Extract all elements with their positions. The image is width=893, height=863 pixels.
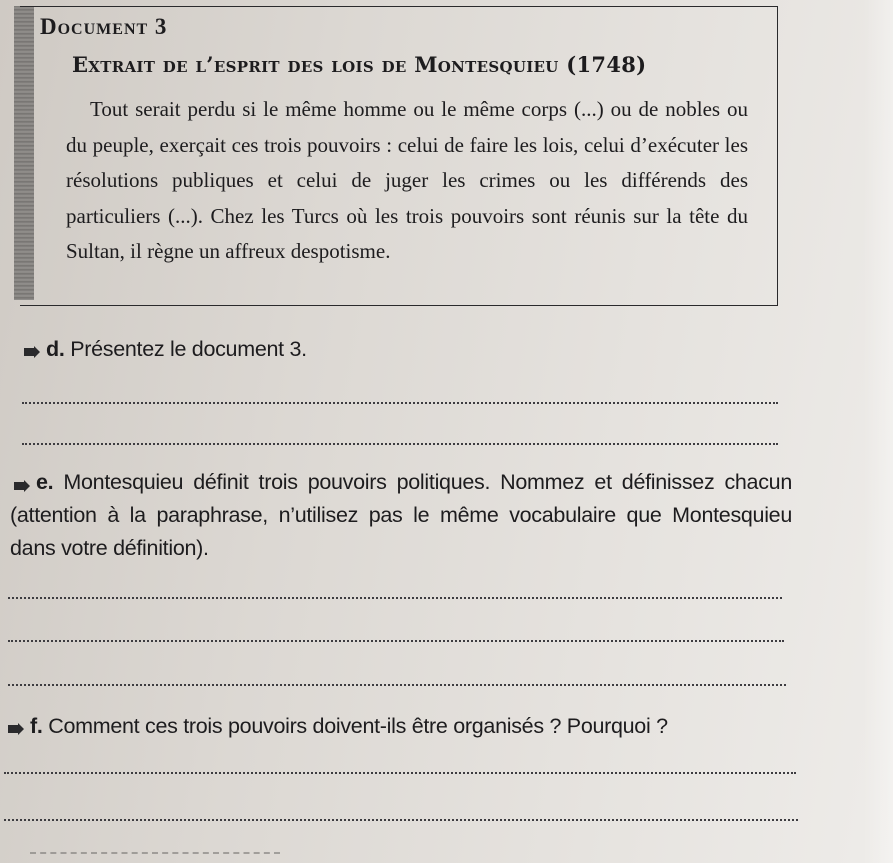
answer-line[interactable] — [22, 402, 778, 404]
document-excerpt: Tout serait perdu si le même homme ou le même corps (...) ou de nobles ou du peuple, exerçait ces trois pouvoirs : celui de faire les lois, celui d’exécuter les résolutions publiques et celui de juger les crimes ou les différends des particuliers (...). Chez les Turcs où les trois pouvoirs sont réunis sur la tête du Sultan, il règne un affreux despotisme. — [66, 97, 748, 264]
answer-line[interactable] — [22, 443, 778, 445]
question-f-letter: f. — [30, 714, 43, 738]
document-label: Document 3 — [40, 14, 168, 39]
question-e-text: Montesquieu définit trois pouvoirs politiques. Nommez et définissez chacun (attention à la paraphrase, n’utilisez pas le même vocabulaire que Montesquieu dans votre définition). — [10, 470, 792, 560]
arrow-icon — [8, 723, 24, 735]
question-f — [30, 710, 810, 743]
answer-line[interactable] — [8, 684, 786, 686]
cut-off-text-marks — [30, 852, 280, 862]
answer-line[interactable] — [4, 819, 798, 821]
question-f-text: Comment ces trois pouvoirs doivent-ils être organisés ? Pourquoi ? — [48, 714, 668, 738]
arrow-icon — [24, 346, 40, 358]
answer-line[interactable] — [8, 640, 784, 642]
question-e-letter: e. — [36, 470, 54, 494]
question-d-letter: d. — [46, 337, 65, 361]
question-d — [46, 333, 806, 366]
answer-line[interactable] — [8, 597, 782, 599]
document-title: Extrait de l’esprit des lois de Montesquieu (1748) — [72, 52, 647, 77]
question-e — [10, 466, 792, 565]
answer-line[interactable] — [4, 772, 796, 774]
page-edge-shadow — [863, 0, 893, 863]
question-d-text: Présentez le document 3. — [70, 337, 307, 361]
